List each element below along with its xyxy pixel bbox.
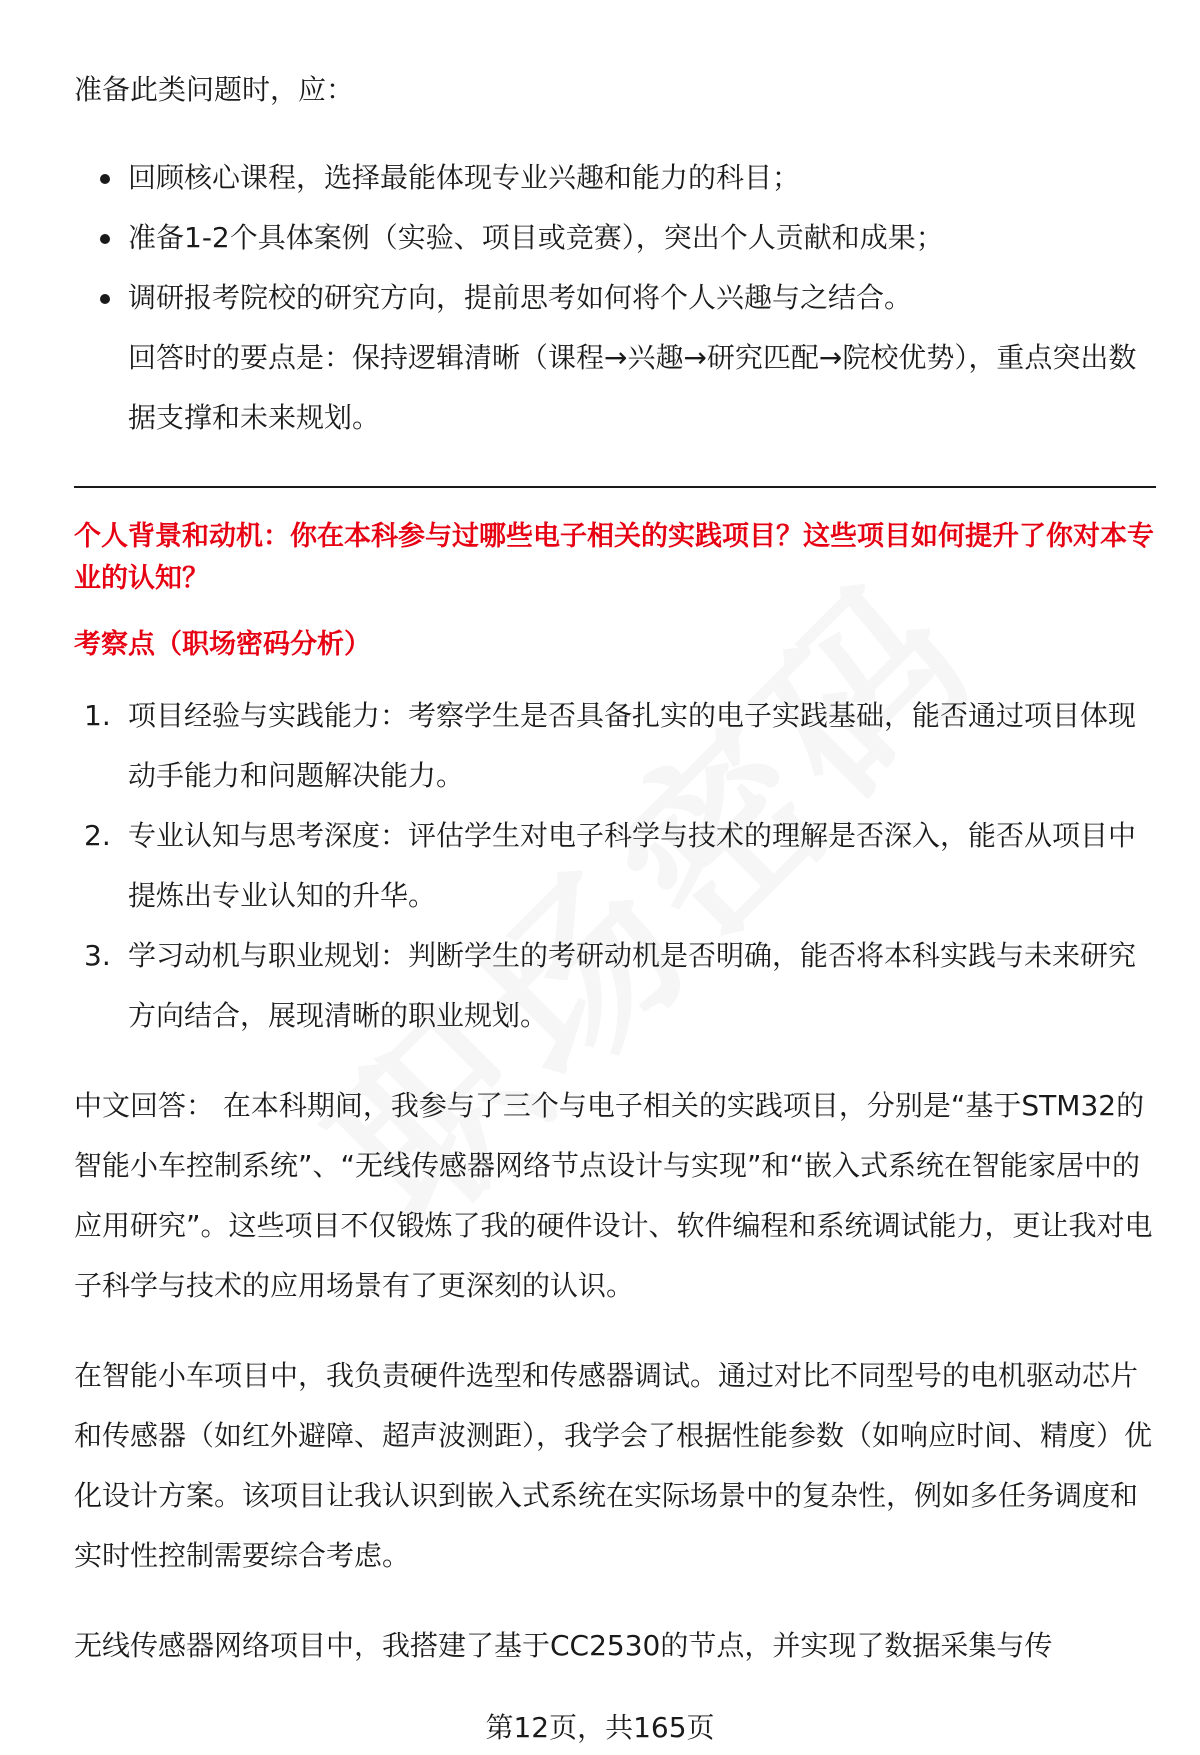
points-list: [74, 686, 1154, 1046]
bullet-dot-icon: [100, 234, 110, 244]
list-item-text: 准备1-2个具体案例（实验、项目或竞赛），突出个人贡献和成果；: [128, 221, 944, 254]
page-content: [74, 60, 1154, 1676]
bullet-dot-icon: [100, 294, 110, 304]
list-item: [74, 686, 1154, 806]
points-title: 考察点（职场密码分析）: [74, 629, 371, 660]
answer-paragraph-2: 在智能小车项目中，我负责硬件选型和传感器调试。通过对比不同型号的电机驱动芯片和传感器（如红外避障、超声波测距），我学会了根据性能参数（如响应时间、精度）优化设计方案。该项目让我认识到嵌入式系统在实际场景中的复杂性，例如多任务调度和实时性控制需要综合考虑。: [74, 1359, 1153, 1572]
answer-paragraph-1: 中文回答： 在本科期间，我参与了三个与电子相关的实践项目，分别是“基于STM32的智能小车控制系统”、“无线传感器网络节点设计与实现”和“嵌入式系统在智能家居中的应用研究”。这些项目不仅锻炼了我的硬件设计、软件编程和系统调试能力，更让我对电子科学与技术的应用场景有了更深刻的认识。: [74, 1089, 1153, 1302]
list-item-text: 学习动机与职业规划：判断学生的考研动机是否明确，能否将本科实践与未来研究方向结合，展现清晰的职业规划。: [128, 939, 1137, 1032]
list-number: 3.: [84, 939, 111, 972]
intro-bullet-list: [74, 148, 1154, 328]
page-footer: 第12页，共165页: [485, 1711, 715, 1744]
list-item: [74, 806, 1154, 926]
intro-note: 回答时的要点是：保持逻辑清晰（课程→兴趣→研究匹配→院校优势），重点突出数据支撑和未来规划。: [128, 341, 1137, 434]
list-item: [74, 148, 1154, 208]
list-item-text: 回顾核心课程，选择最能体现专业兴趣和能力的科目；: [128, 161, 801, 194]
question-title: 个人背景和动机：你在本科参与过哪些电子相关的实践项目？这些项目如何提升了你对本专业的认知？: [74, 521, 1154, 594]
list-item: [74, 268, 1154, 328]
list-item-text: 项目经验与实践能力：考察学生是否具备扎实的电子实践基础，能否通过项目体现动手能力和问题解决能力。: [128, 699, 1137, 792]
bullet-dot-icon: [100, 174, 110, 184]
list-number: 1.: [84, 699, 111, 732]
answer-paragraph-3: 无线传感器网络项目中，我搭建了基于CC2530的节点，并实现了数据采集与传: [74, 1629, 1053, 1662]
list-item-text: 专业认知与思考深度：评估学生对电子科学与技术的理解是否深入，能否从项目中提炼出专业认知的升华。: [128, 819, 1137, 912]
intro-lead: 准备此类问题时，应：: [74, 73, 355, 106]
list-item: [74, 926, 1154, 1046]
list-item-text: 调研报考院校的研究方向，提前思考如何将个人兴趣与之结合。: [128, 281, 913, 314]
list-item: [74, 208, 1154, 268]
list-number: 2.: [84, 819, 111, 852]
section-divider: [74, 486, 1156, 488]
